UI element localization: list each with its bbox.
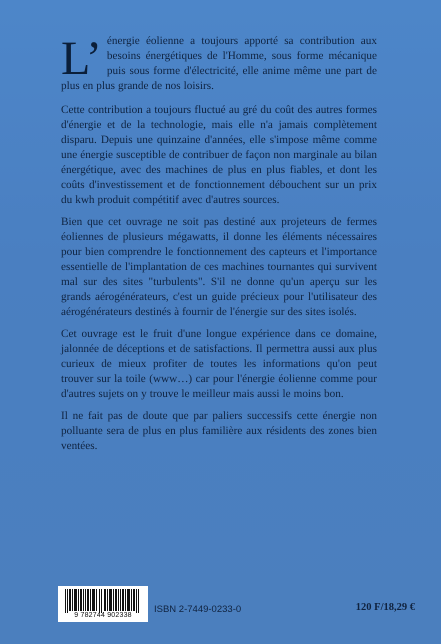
- paragraph-4: Cet ouvrage est le fruit d'une longue expérience dans ce domaine, jalonnée de déceptions et de satisfactions. Il permettra aussi aux plus curieux de mieux profiter de toutes les informations qu'on peut trouver sur la toile (www…) car pour l'énergie éolienne comme pour d'autres sujets on y trouve le meilleur mais aussi le moins bon.: [61, 328, 377, 400]
- barcode: [58, 586, 148, 622]
- paragraph-5: Il ne fait pas de doute que par paliers successifs cette énergie non polluante sera de plus en plus familière aux résidents des zones bien ventées.: [61, 410, 377, 452]
- description-text: [61, 34, 377, 461]
- paragraph-1-text: énergie éolienne a toujours apporté sa contribution aux besoins énergétiques de l'Homme, sous forme mécanique puis sous forme d'électricité, elle anime même une part de plus en plus grande de nos loisirs.: [61, 35, 377, 92]
- paragraph-1: [61, 34, 377, 96]
- price-label: 120 F/18,29 €: [355, 602, 415, 613]
- isbn-number: ISBN 2-7449-0233-0: [154, 604, 242, 615]
- drop-cap: L’: [61, 32, 102, 85]
- paragraph-3: Bien que cet ouvrage ne soit pas destiné aux projeteurs de fermes éoliennes de plusieurs mégawatts, il donne les éléments nécessaires pour bien comprendre le fonctionnement des capteurs et l'importance essentielle de l'implantation de ces machines tournantes qui survivent mal sur des sites "turbulents". S'il ne donne qu'un aperçu sur les grands aérogénérateurs, c'est un guide précieux pour l'utilisateur des aérogénérateurs destinés à fournir de l'énergie sur des sites isolés.: [61, 216, 377, 318]
- paragraph-2: Cette contribution a toujours fluctué au gré du coût des autres formes d'énergie et de la technologie, mais elle n'a jamais complètement disparu. Depuis une quinzaine d'années, elle s'impose même comme une énergie susceptible de contribuer de façon non marginale au bilan énergétique, avec des machines de plus en plus fiables, et dont les coûts d'investissement et de fonctionnement débouchent sur un prix du kwh produit compétitif avec d'autres sources.: [61, 104, 377, 206]
- barcode-graphic: [65, 589, 141, 613]
- cover-footer: [58, 586, 415, 626]
- barcode-number: 9 782744 902338: [74, 612, 132, 619]
